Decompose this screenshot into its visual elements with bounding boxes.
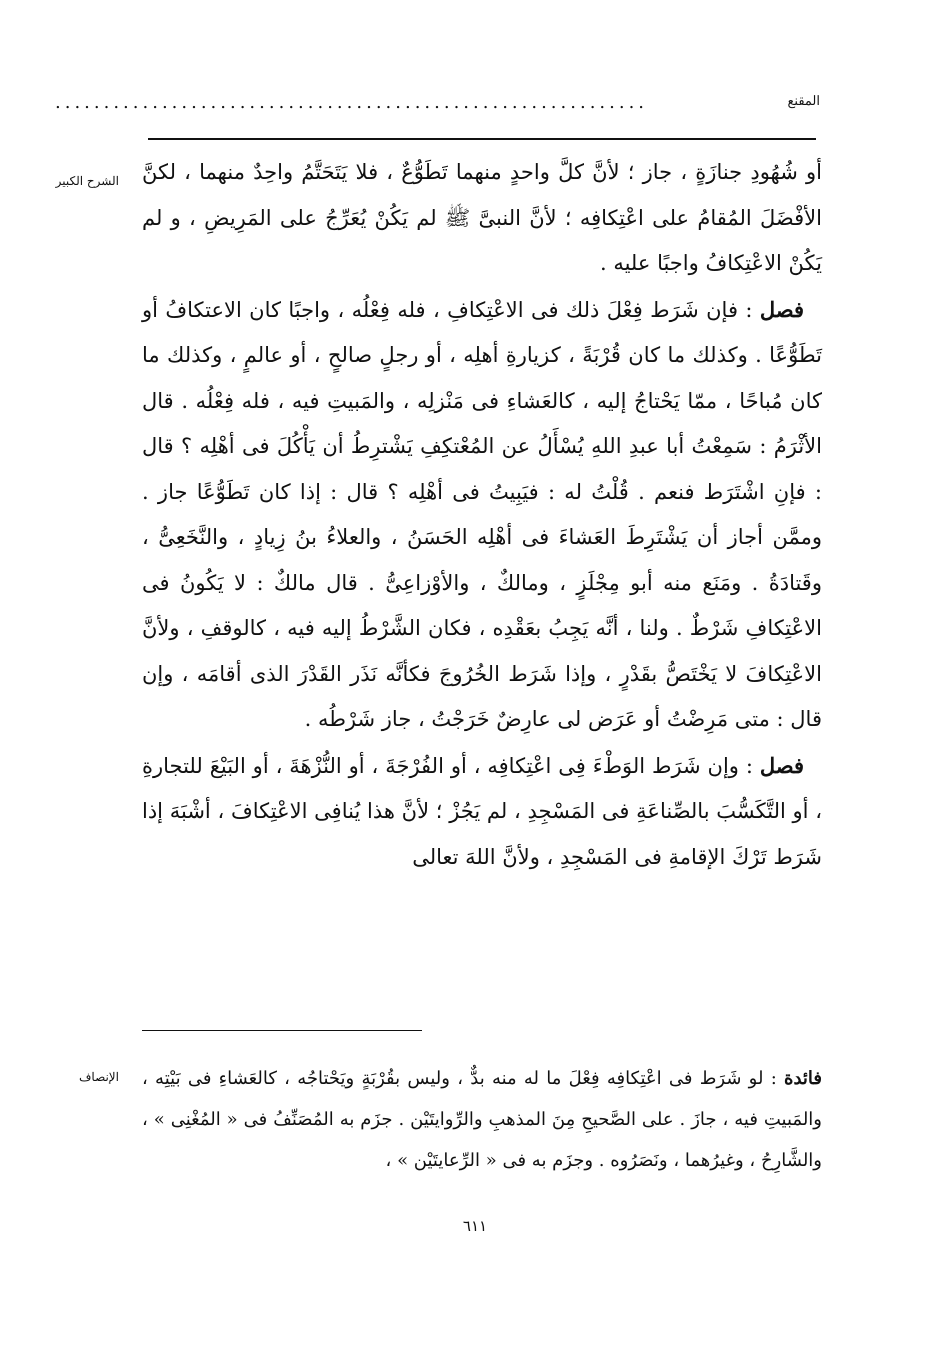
paragraph-2-text: : فإن شَرَط فِعْلَ ذلك فى الاعْتِكافِ ، فله فِعْلُه ، واجبًا كان الاعتكافُ أو تَطَوُّعًا . وكذلك ما كان قُرْبَةً ، كزيارةِ أهلِه ، أو رجلٍ صالحٍ ، أو عالمٍ ، وكذلك ما كان مُباحًا ، ممّا يَحْتاجُ إليه ، كالعَشاءِ فى مَنْزلِه ، والمَبيتِ فيه ، فله فِعْلُه . قال الأثْرَمُ : سَمِعْتُ أبا عبدِ اللهِ يُسْأَلُ عن المُعْتكِفِ يَشْترِطُ أن يَأْكُلَ فى أهْلِه ؟ قال : فإنِ اشْتَرَط فنعم . قُلْتُ له : فيَبِيتُ فى أهْلِه ؟ قال : إذا كان تَطَوُّعًا جاز . وممَّن أجاز أن يَشْتَرِطَ العَشاءَ فى أهْلِه الحَسَنُ ، والعلاءُ بنُ زِيادٍ ، والنَّخَعِىُّ ، وقَتادَةُ . ومَنَع منه أبو مِجْلَزٍ ، ومالكٌ ، والأوْزاعِىُّ . قال مالكٌ : لا يَكُونُ فى الاعْتِكافِ شَرْطٌ . ولنا ، أنَّه يَجِبُ بعَقْدِه ، فكان الشَّرْطُ إليه فيه ، كالوقفِ ، ولأنَّ الاعْتِكافَ لا يَخْتَصُّ بقَدْرٍ ، وإذا شَرَط الخُرُوجَ فكأنَّه نَذَر القَدْرَ الذى أقامَه ، وإن قال : متى مَرِضْتُ أو عَرَض لى عارِضٌ خَرَجْتُ ، جاز شَرْطُه . [142,297,822,731]
section-heading-fasl: فصل [759,296,804,322]
paragraph-1-text: أو شُهُودِ جنازَةٍ ، جاز ؛ لأنَّ كلَّ واحدٍ منهما تَطَوُّعٌ ، فلا يَتَحَتَّمُ واحِدٌ منهما ، لكنَّ الأفْضَلَ المُقامُ على اعْتِكافِه ؛ لأنَّ النبىَّ ﷺ لم يَكُنْ يُعَرِّجُ على المَرِيضِ ، و لم يَكُنْ الاعْتِكافُ واجبًا عليه . [142,160,822,275]
footnote-rule [142,1030,422,1031]
page-number: ٦١١ [462,1217,488,1235]
paragraph-3-text: : وإن شَرَط الوَطْءَ فِى اعْتِكافِه ، أو الفُرْجَةَ ، أو النُّزْهَةَ ، أو البَيْعَ للتجارةِ ، أو التَّكَسُّبَ بالصِّناعَةِ فى المَسْجِدِ ، لم يَجُزْ ؛ لأنَّ هذا يُنافِى الاعْتِكافَ ، أشْبَهَ إذا شَرَط تَرْكَ الإقامةِ فى المَسْجِدِ ، ولأنَّ اللهَ تعالى [142,753,822,869]
paragraph-2 [142,287,822,743]
footnote-text: : لو شَرَط فى اعْتِكافِه فِعْلَ ما له منه بدٌّ ، وليس بقُرْبَةٍ ويَحْتاجُه ، كالعَشاءِ فى بَيْتِه ، والمَبيتِ فيه ، جازَ . على الصَّحيحِ مِنَ المذهبِ والرِّوايتَيْن . جزَم به المُصَنِّفُ فى « المُغْنِى » ، والشَّارِحُ ، وغيرُهما ، ونَصَرُوه . وجزَم به فى « الرِّعايتَيْن » ، [142,1068,822,1171]
header-dot-leader: ............................................................. [55,92,649,113]
header-rule [148,138,816,140]
margin-label-main: الشرح الكبير [55,174,119,188]
margin-label-footnote: الإنصاف [78,1070,119,1084]
footnote-heading-faida: فائدة [784,1068,822,1089]
main-text-block [142,150,822,880]
paragraph-1 [142,150,822,287]
section-heading-fasl: فصل [759,752,804,778]
footnote-block [142,1058,822,1181]
running-header [55,92,820,122]
paragraph-3 [142,743,822,881]
book-title: المقنع [787,94,820,109]
